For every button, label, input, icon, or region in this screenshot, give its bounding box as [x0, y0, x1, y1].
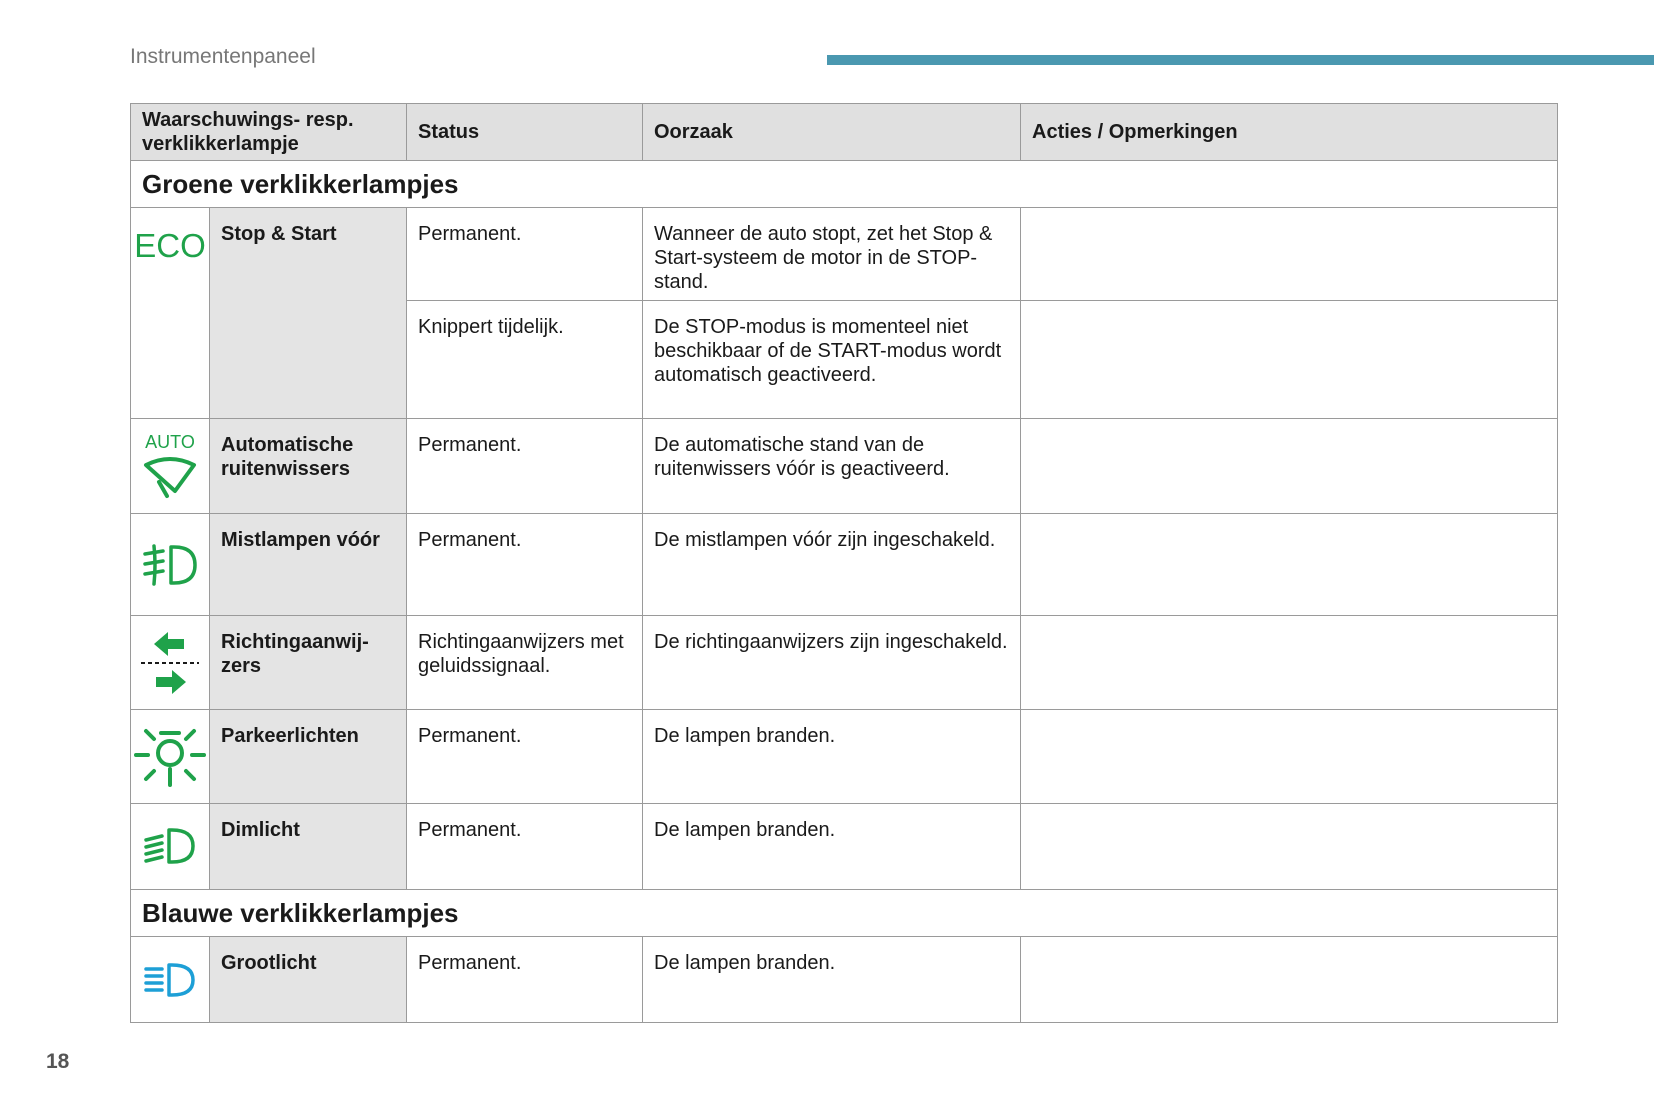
main-beam-icon-cell [131, 937, 210, 1023]
lamp-name: Grootlicht [210, 937, 407, 1023]
turn-signal-arrows-icon-cell [131, 616, 210, 710]
cause-cell: De lampen branden. [643, 937, 1021, 1023]
lamp-name: Stop & Start [210, 208, 407, 419]
section-title-green: Groene verklikkerlampjes [131, 161, 1558, 208]
cause-cell: De richtingaanwijzers zijn ingeschakeld. [643, 616, 1021, 710]
table-row [131, 419, 1558, 514]
parking-lights-icon [133, 722, 207, 792]
lamp-name: Mistlampen vóór [210, 514, 407, 616]
cause-cell: De STOP-modus is momenteel niet beschikbaar of de START-modus wordt automatisch geactiveerd. [643, 301, 1021, 419]
warning-lamps-table [130, 103, 1558, 1023]
status-cell: Richtingaanwijzers met geluidssignaal. [407, 616, 643, 710]
lamp-name: Parkeerlichten [210, 710, 407, 804]
action-cell [1021, 514, 1558, 616]
section-title-blue: Blauwe verklikkerlampjes [131, 890, 1558, 937]
status-cell: Permanent. [407, 804, 643, 890]
page-header-title: Instrumentenpaneel [130, 45, 316, 68]
action-cell [1021, 208, 1558, 301]
status-cell: Permanent. [407, 937, 643, 1023]
page-number: 18 [46, 1050, 70, 1073]
front-fog-lamp-icon [141, 542, 199, 588]
cause-cell: De lampen branden. [643, 710, 1021, 804]
action-cell [1021, 301, 1558, 419]
status-cell: Permanent. [407, 710, 643, 804]
svg-text:AUTO: AUTO [145, 432, 195, 452]
status-cell: Permanent. [407, 514, 643, 616]
main-beam-icon [141, 962, 199, 998]
dipped-beam-icon [141, 827, 199, 867]
eco-icon [133, 228, 207, 262]
table-row [131, 710, 1558, 804]
auto-wiper-icon-cell [131, 419, 210, 514]
action-cell [1021, 616, 1558, 710]
turn-signal-arrows-icon [137, 630, 203, 696]
column-header-status: Status [407, 104, 643, 161]
status-cell: Knippert tijdelijk. [407, 301, 643, 419]
section-row-green [131, 161, 1558, 208]
cause-cell: Wanneer de auto stopt, zet het Stop & Start-systeem de motor in de STOP-stand. [643, 208, 1021, 301]
lamp-name: Richtingaanwij-zers [210, 616, 407, 710]
cause-cell: De mistlampen vóór zijn ingeschakeld. [643, 514, 1021, 616]
status-cell: Permanent. [407, 208, 643, 301]
cause-cell: De automatische stand van de ruitenwissers vóór is geactiveerd. [643, 419, 1021, 514]
action-cell [1021, 710, 1558, 804]
svg-text:ECO: ECO [134, 228, 206, 262]
table-row [131, 616, 1558, 710]
front-fog-lamp-icon-cell [131, 514, 210, 616]
action-cell [1021, 419, 1558, 514]
header-accent-bar [827, 55, 1654, 65]
table-row [131, 514, 1558, 616]
column-header-cause: Oorzaak [643, 104, 1021, 161]
cause-cell: De lampen branden. [643, 804, 1021, 890]
lamp-name: Automatische ruitenwissers [210, 419, 407, 514]
dipped-beam-icon-cell [131, 804, 210, 890]
table-row [131, 937, 1558, 1023]
auto-wiper-icon [138, 429, 202, 503]
column-header-actions: Acties / Opmerkingen [1021, 104, 1558, 161]
parking-lights-icon-cell [131, 710, 210, 804]
action-cell [1021, 804, 1558, 890]
status-cell: Permanent. [407, 419, 643, 514]
lamp-name: Dimlicht [210, 804, 407, 890]
section-row-blue [131, 890, 1558, 937]
action-cell [1021, 937, 1558, 1023]
eco-icon-cell [131, 208, 210, 419]
table-header-row [131, 104, 1558, 161]
table-row [131, 804, 1558, 890]
table-row [131, 208, 1558, 301]
column-header-lamp: Waarschuwings- resp. verklikkerlampje [131, 104, 407, 161]
